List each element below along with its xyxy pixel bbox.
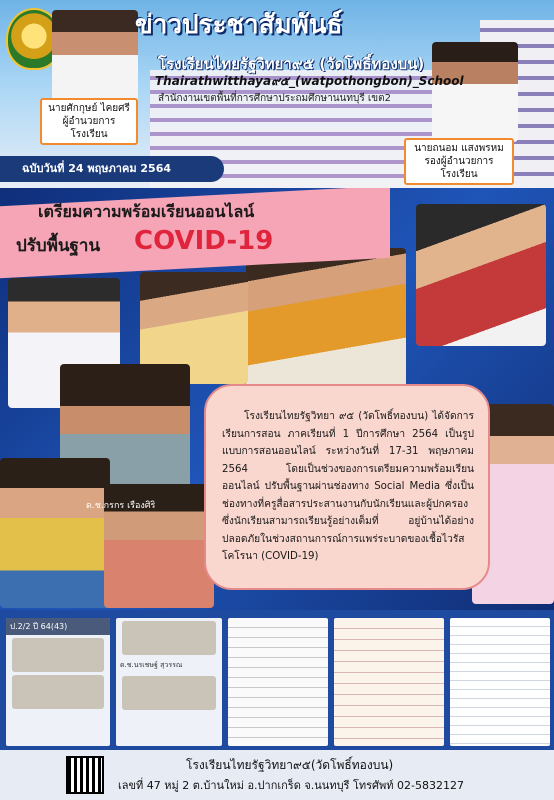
director-portrait (52, 10, 138, 110)
school-name-thai: โรงเรียนไทยรัฐวิทยา๙๕ (วัดโพธิ์ทองบน) (158, 55, 425, 73)
director-caption (40, 98, 138, 145)
article-text: โรงเรียนไทยรัฐวิทยา ๙๕ (วัดโพธิ์ทองบน) ได้จัดการเรียนการสอน ภาคเรียนที่ 1 ปีการศึกษา 2564 เป็นรูปแบบการสอนออนไลน์ ระหว่างวันที่ 17-31 พฤษภาคม 2564 โดยเป็นช่วงของการเตรียมความพร้อมเรียนออนไลน์ ปรับพื้นฐานผ่านช่องทาง Social Media ซึ่งเป็นช่องทางที่ครูสื่อสารประสานงานกับนักเรียนและผู้ปกครอง ซึ่งนักเรียนสามารถเรียนรู้อย่างเต็มที่ อยู่บ้านได้อย่างปลอดภัยในช่วงสถานการณ์การแพร่ระบาดของเชื้อไวรัสโคโรนา (COVID-19) (222, 411, 474, 562)
chat-image (12, 675, 104, 709)
chat-screenshot-1 (6, 618, 110, 746)
student-photo-1 (416, 204, 546, 346)
footer (0, 750, 554, 800)
chat-group-header: ป.2/2 ปี 64(43) (6, 618, 110, 635)
chat-image (122, 676, 216, 710)
chat-sender-name: ด.ช.นรเชษฐ์ สุวรรณ (120, 661, 183, 669)
footer-address: เลขที่ 47 หมู่ 2 ต.บ้านใหม่ อ.ปากเกร็ด จ.นนทบุรี โทรศัพท์ 02-5832127 (118, 779, 464, 792)
header (0, 0, 554, 188)
director-name: นายศักกุษย์ ไคยศรี (48, 103, 130, 114)
director-position: ผู้อำนวยการโรงเรียน (62, 116, 116, 140)
issue-date: ฉบับวันที่ 24 พฤษภาคม 2564 (0, 156, 224, 182)
footer-school-name: โรงเรียนไทยรัฐวิทยา๙๕(วัดโพธิ์ทองบน) (186, 758, 394, 772)
headline-line2: ปรับพื้นฐาน (16, 236, 101, 256)
chat-image (12, 638, 104, 672)
worksheet-photo-1 (228, 618, 328, 746)
deputy-caption (404, 138, 514, 185)
worksheet-photo-2 (334, 618, 444, 746)
headline-line1: เตรียมความพร้อมเรียนออนไลน์ (38, 202, 255, 221)
photo-caption: ด.ช.กรกร เรืองศิริ (86, 501, 156, 511)
school-name-english: Thairathwitthaya๙๕_(watpothongbon)_School (155, 74, 464, 88)
main-banner (0, 188, 554, 610)
headline-covid: COVID-19 (134, 226, 274, 256)
student-photo-2 (246, 248, 406, 388)
deputy-director-portrait (432, 42, 518, 142)
worksheet-photo-3 (450, 618, 550, 746)
deputy-name: นายถนอม แสงพรหม (414, 143, 504, 154)
student-photo-6 (0, 458, 110, 608)
education-office: สำนักงานเขตพื้นที่การศึกษาประถมศึกษานนทบุรี เขต2 (158, 93, 391, 104)
page-title: ข่าวประชาสัมพันธ์ (135, 10, 343, 40)
chat-image (122, 621, 216, 655)
screenshot-strip (0, 610, 554, 750)
deputy-position: รองผู้อำนวยการโรงเรียน (424, 156, 494, 180)
chat-screenshot-2 (116, 618, 222, 746)
qr-code-icon[interactable] (66, 756, 104, 794)
article-box (204, 384, 490, 590)
